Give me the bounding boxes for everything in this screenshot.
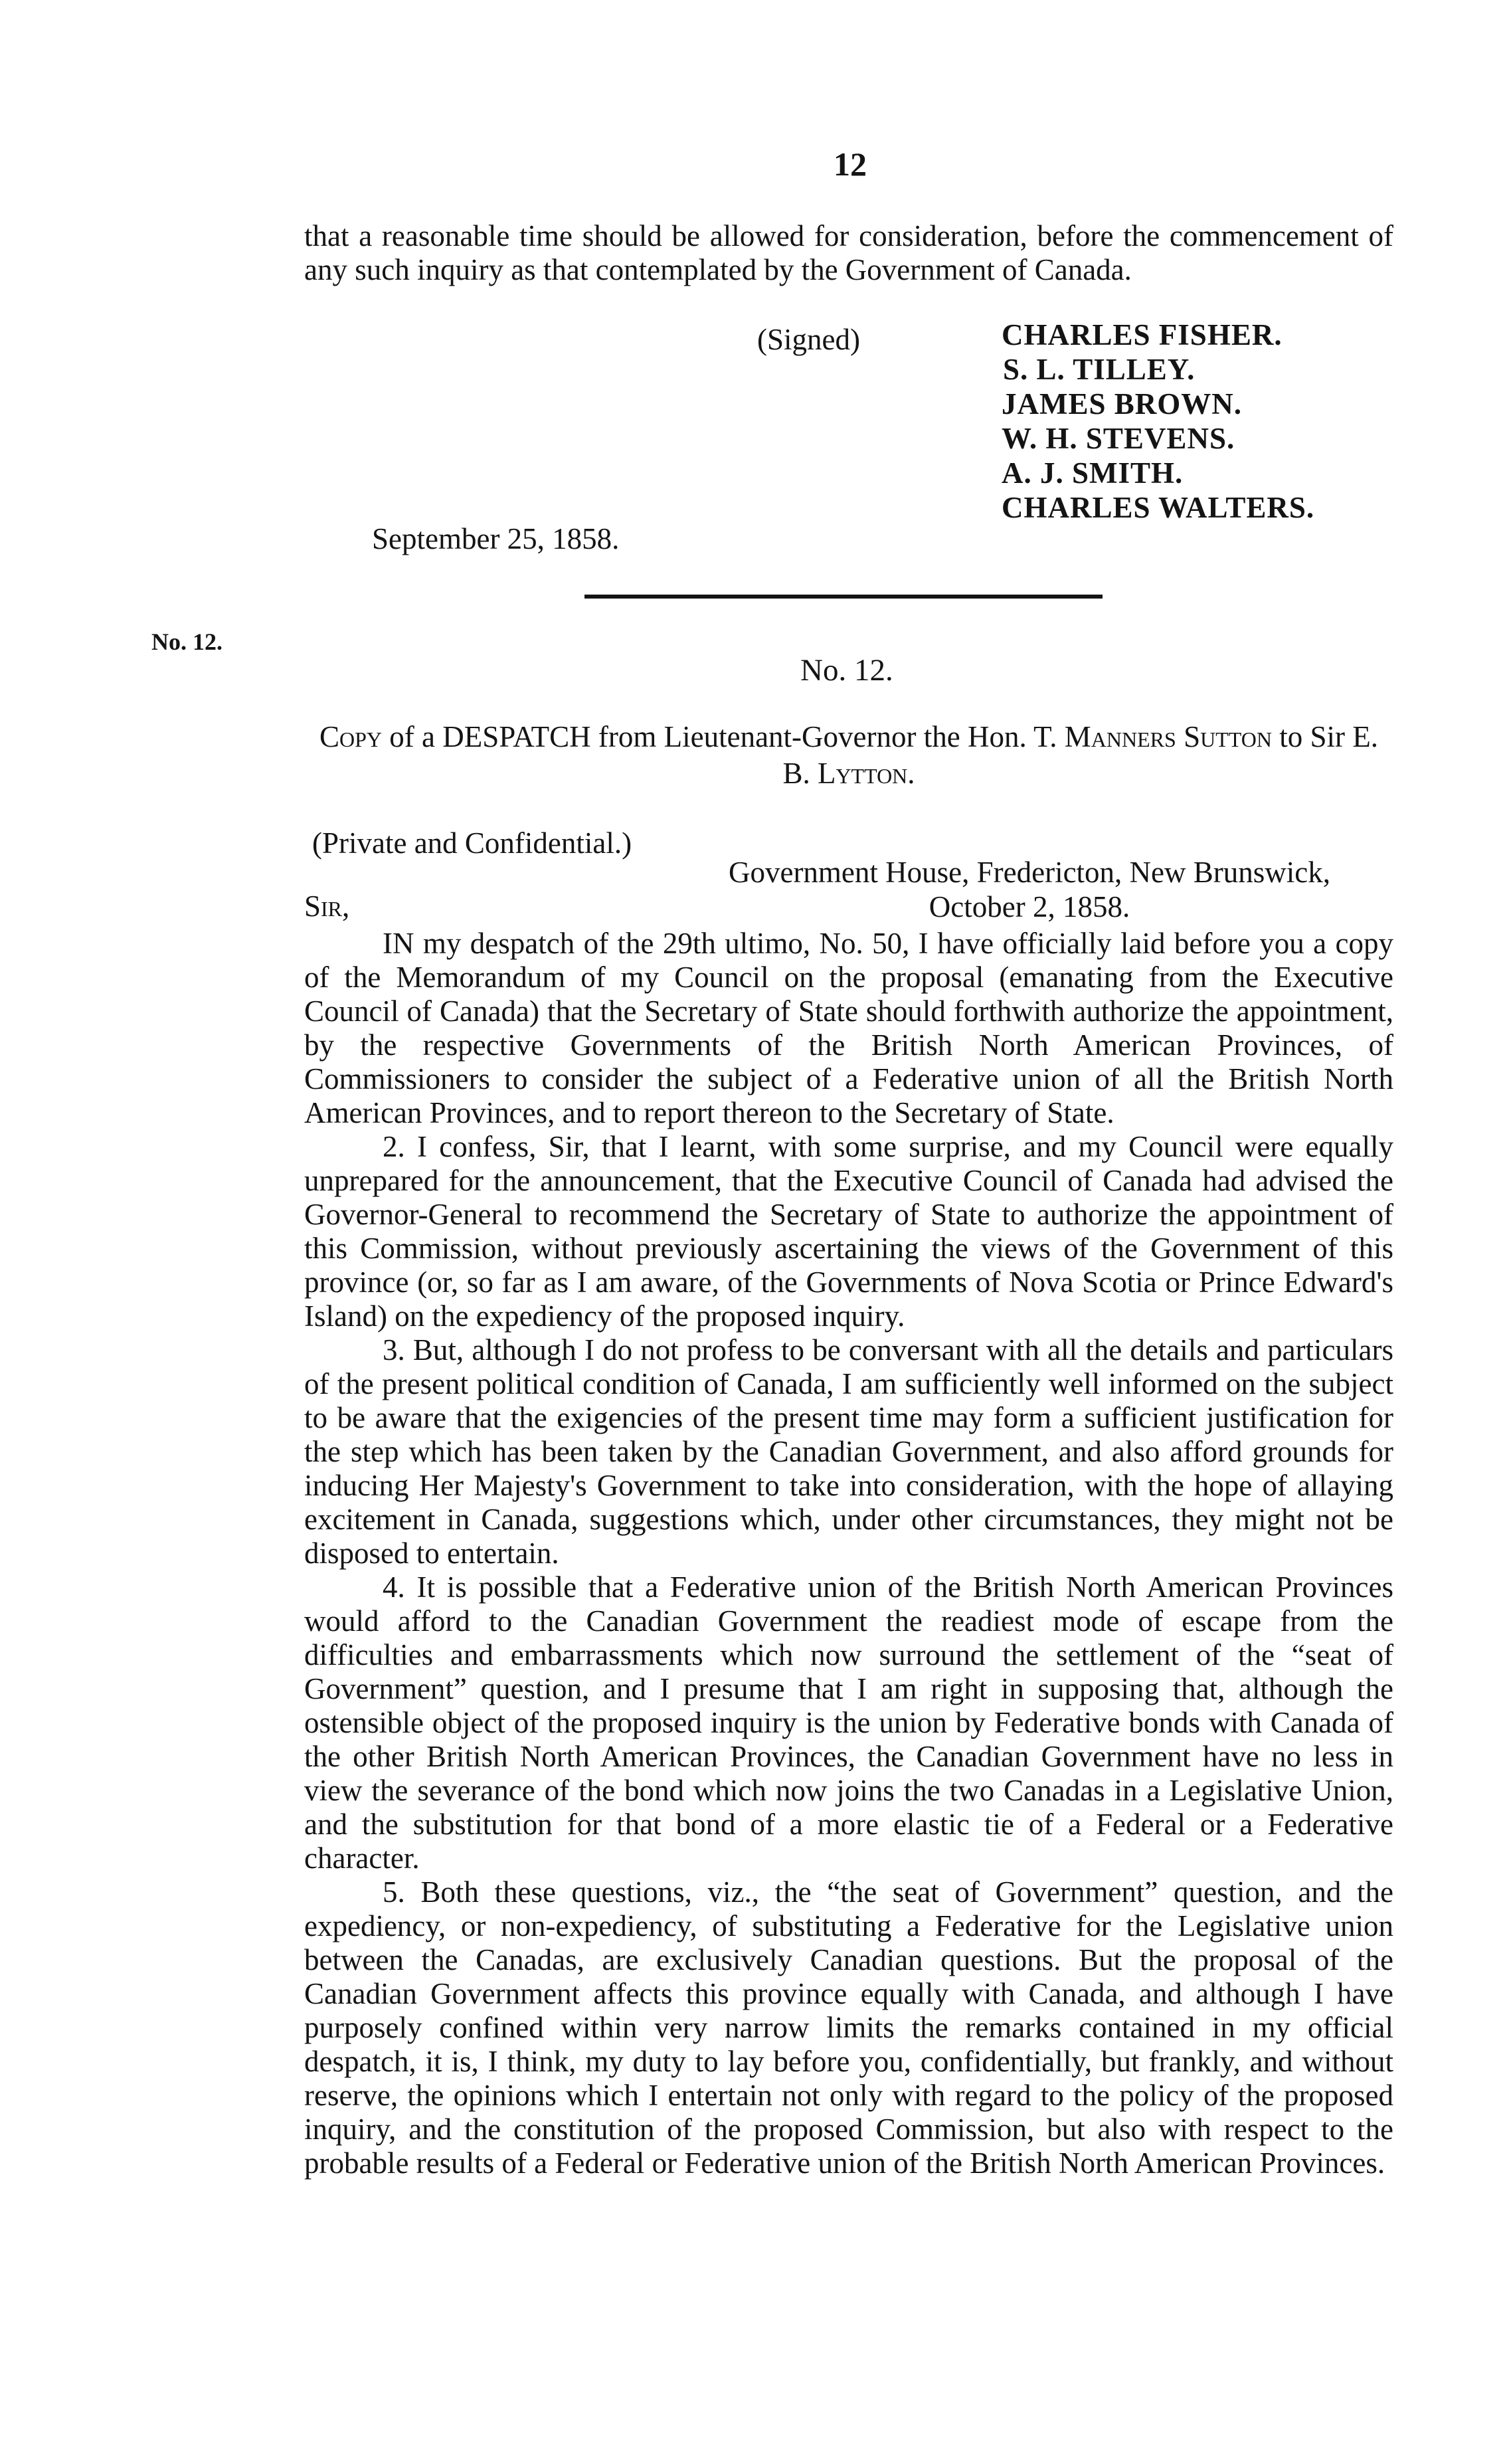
- heading-copy-word: Copy: [319, 720, 383, 753]
- signatory-list: [1002, 318, 1314, 525]
- signature-date: September 25, 1858.: [372, 522, 620, 555]
- heading-names: Lytton.: [817, 757, 915, 790]
- signatory: CHARLES FISHER.: [1002, 318, 1283, 351]
- page-number: 12: [834, 145, 867, 183]
- address-block: [664, 855, 1395, 924]
- salutation: Sir,: [304, 890, 350, 923]
- document-heading: [304, 719, 1393, 792]
- signatory: S. L. TILLEY.: [1003, 353, 1196, 386]
- signatory: A. J. SMITH.: [1002, 456, 1184, 490]
- heading-names: Manners Sutton: [1064, 720, 1272, 753]
- section-divider: [584, 595, 1103, 599]
- heading-text: of a DESPATCH from Lieutenant-Governor the Hon. T.: [389, 720, 1057, 753]
- margin-note: No. 12.: [151, 628, 222, 655]
- document-number: No. 12.: [800, 653, 893, 688]
- continuation-paragraph: that a reasonable time should be allowed for consideration, before the commencement of any such inquiry as that contemplated by the Government of Canada.: [304, 219, 1393, 286]
- sender-address: Government House, Fredericton, New Brunswick,: [728, 856, 1331, 889]
- signatory: JAMES BROWN.: [1002, 387, 1243, 421]
- paragraph: 3. But, although I do not profess to be conversant with all the details and particulars of the present political condition of Canada, I am sufficiently well informed on the subject to be aware that the exigencies of the present time may form a sufficient justification for the step which has been taken by the Canadian Government, and also afford grounds for inducing Her Majesty's Government to take into consideration, with the hope of allaying excitement in Canada, suggestions which, under other circumstances, they might not be disposed to entertain.: [304, 1333, 1393, 1570]
- heading-text: to Sir E. B.: [782, 720, 1378, 790]
- paragraph: 2. I confess, Sir, that I learnt, with some surprise, and my Council were equally unprepared for the announcement, that the Executive Council of Canada had advised the Governor-General to recommend the Secretary of State to authorize the appointment of this Commission, without previously ascertaining the views of the Government of this province (or, so far as I am aware, of the Governments of Nova Scotia or Prince Edward's Island) on the expediency of the proposed inquiry.: [304, 1130, 1393, 1333]
- paragraph: 4. It is possible that a Federative union of the British North American Provinces would afford to the Canadian Government the readiest mode of escape from the difficulties and embarrassments which now surround the settlement of the “seat of Government” question, and I presume that I am right in supposing that, although the ostensible object of the proposed inquiry is the union by Federative bonds with Canada of the other British North American Provinces, the Canadian Government have no less in view the severance of the bond which now joins the two Canadas in a Legislative Union, and the substitution for that bond of a more elastic tie of a Federal or a Federative character.: [304, 1570, 1393, 1875]
- signatory: CHARLES WALTERS.: [1002, 491, 1315, 524]
- paragraph: IN my despatch of the 29th ultimo, No. 50, I have officially laid before you a copy of the Memorandum of my Council on the proposal (emanating from the Executive Council of Canada) that the Secretary of State should forthwith authorize the appointment, by the respective Governments of the British North American Provinces, of Commissioners to consider the subject of a Federative union of all the British North American Provinces, and to report thereon to the Secretary of State.: [304, 927, 1393, 1129]
- signed-label: (Signed): [757, 323, 860, 356]
- paragraph: 5. Both these questions, viz., the “the seat of Government” question, and the expediency, or non-expediency, of substituting a Federative for the Legislative union between the Canadas, are exclusively Canadian questions. But the proposal of the Canadian Government affects this province equally with Canada, and although I have purposely confined within very narrow limits the remarks contained in my official despatch, it is, I think, my duty to lay before you, confidentially, but frankly, and without reserve, the opinions which I entertain not only with regard to the policy of the proposed inquiry, and the constitution of the proposed Commission, but also with respect to the probable results of a Federal or Federative union of the British North American Provinces.: [304, 1875, 1393, 2180]
- letter-date: October 2, 1858.: [929, 890, 1130, 923]
- signatory: W. H. STEVENS.: [1002, 422, 1235, 455]
- letter-body: [304, 927, 1393, 2180]
- confidential-note: (Private and Confidential.): [312, 826, 632, 860]
